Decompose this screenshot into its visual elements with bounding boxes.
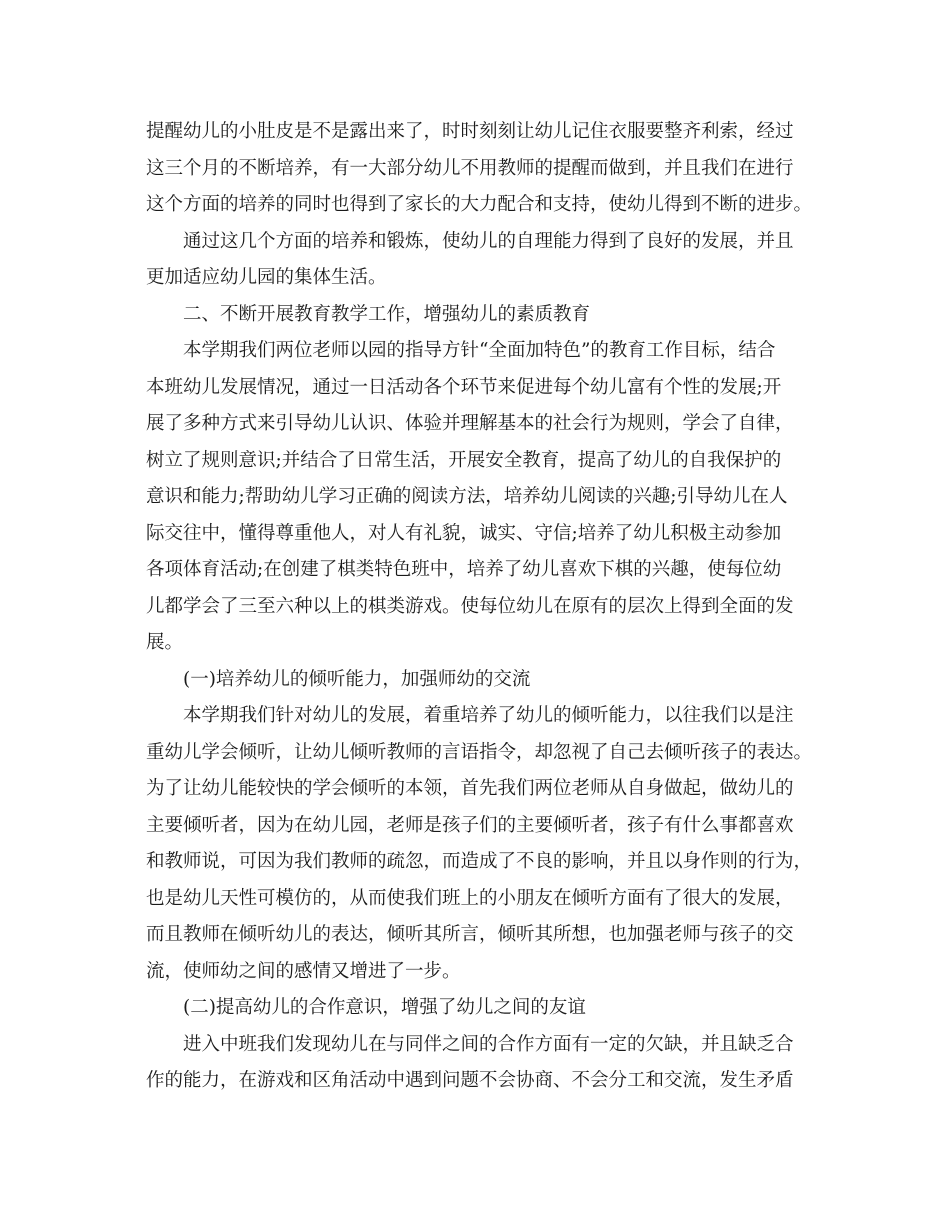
text-line: 更加适应幼儿园的集体生活。 xyxy=(146,267,387,288)
text-line: 这个方面的培养的同时也得到了家长的大力配合和支持，使幼儿得到不断的进步。 xyxy=(146,194,813,215)
text-line: 本学期我们针对幼儿的发展，着重培养了幼儿的倾听能力，以往我们以是注 xyxy=(183,705,794,726)
text-line: 展。 xyxy=(146,632,184,653)
text-line: 为了让幼儿能较快的学会倾听的本领，首先我们两位老师从自身做起，做幼儿的 xyxy=(146,778,794,799)
text-line: 流，使师幼之间的感情又增进了一步。 xyxy=(146,960,461,982)
text-line: 这三个月的不断培养，有一大部分幼儿不用教师的提醒而做到，并且我们在进行 xyxy=(146,157,794,179)
text-line: 本班幼儿发展情况，通过一日活动各个环节来促进每个幼儿富有个性的发展;开 xyxy=(146,376,782,398)
text-line: (二)提高幼儿的合作意识，增强了幼儿之间的友谊 xyxy=(183,997,586,1018)
text-line: 进入中班我们发现幼儿在与同伴之间的合作方面有一定的欠缺，并且缺乏合 xyxy=(183,1033,794,1055)
text-line: 作的能力，在游戏和区角活动中遇到问题不会协商、不会分工和交流，发生矛盾 xyxy=(146,1070,794,1091)
text-line: 和教师说，可因为我们教师的疏忽，而造成了不良的影响，并且以身作则的行为， xyxy=(146,851,813,872)
text-line: 意识和能力;帮助幼儿学习正确的阅读方法，培养幼儿阅读的兴趣;引导幼儿在人 xyxy=(146,486,788,507)
text-line: 通过这几个方面的培养和锻炼，使幼儿的自理能力得到了良好的发展，并且 xyxy=(183,230,794,252)
text-line: 树立了规则意识;并结合了日常生活，开展安全教育，提高了幼儿的自我保护的 xyxy=(146,449,782,471)
text-line: 提醒幼儿的小肚皮是不是露出来了，时时刻刻让幼儿记住衣服要整齐利索，经过 xyxy=(146,121,794,142)
text-line: 儿都学会了三至六种以上的棋类游戏。使每位幼儿在原有的层次上得到全面的发 xyxy=(146,595,794,617)
document-body xyxy=(146,114,811,1100)
text-line: 重幼儿学会倾听，让幼儿倾听教师的言语指令，却忽视了自己去倾听孩子的表达。 xyxy=(146,741,813,763)
text-line: 本学期我们两位老师以园的指导方针“全面加特色”的教育工作目标，结合 xyxy=(183,340,776,361)
text-line: (一)培养幼儿的倾听能力，加强师幼的交流 xyxy=(183,668,531,690)
text-line: 展了多种方式来引导幼儿认识、体验并理解基本的社会行为规则，学会了自律， xyxy=(146,413,794,434)
text-line: 主要倾听者，因为在幼儿园，老师是孩子们的主要倾听者，孩子有什么事都喜欢 xyxy=(146,814,794,836)
text-line: 各项体育活动;在创建了棋类特色班中，培养了幼儿喜欢下棋的兴趣，使每位幼 xyxy=(146,559,782,580)
text-line: 二、不断开展教育教学工作，增强幼儿的素质教育 xyxy=(183,303,591,325)
text-line: 而且教师在倾听幼儿的表达，倾听其所言，倾听其所想，也加强老师与孩子的交 xyxy=(146,924,794,945)
text-line: 也是幼儿天性可模仿的，从而使我们班上的小朋友在倾听方面有了很大的发展， xyxy=(146,887,794,909)
text-line: 际交往中，懂得尊重他人，对人有礼貌，诚实、守信;培养了幼儿积极主动参加 xyxy=(146,522,782,544)
